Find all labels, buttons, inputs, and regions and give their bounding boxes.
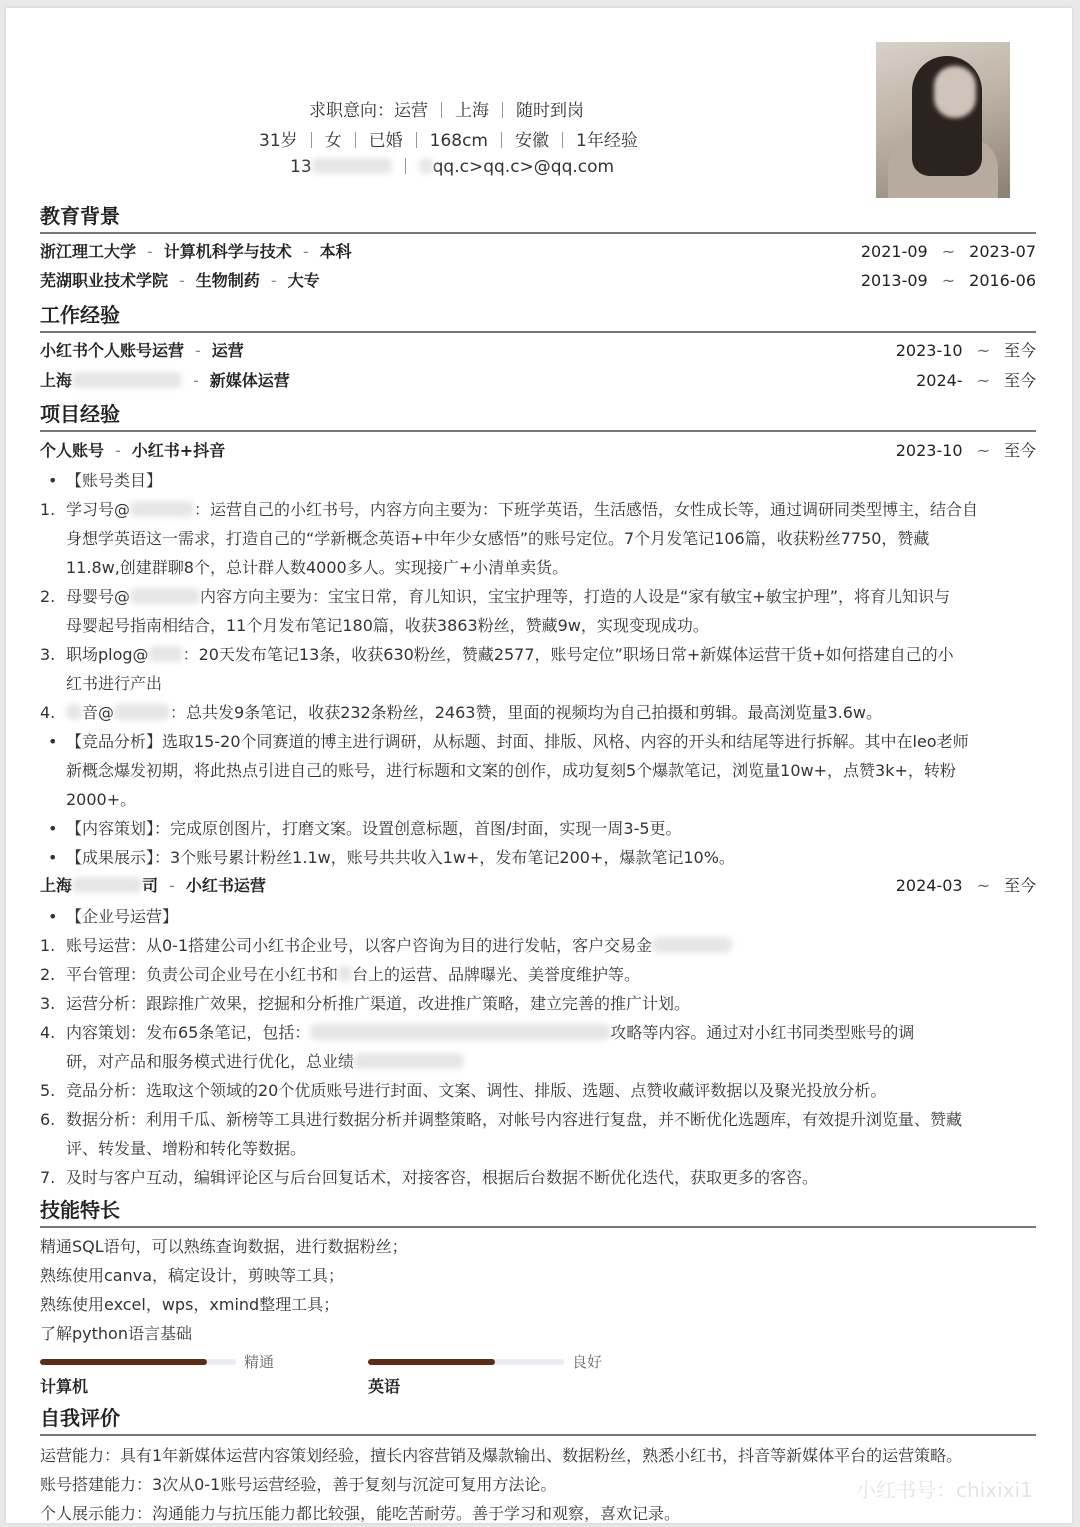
start-date: 2023-10 — [895, 341, 963, 360]
self-eval-line: 个人展示能力：沟通能力与抗压能力都比较强，能吃苦耐劳。善于学习和观察，喜欢记录。 — [40, 1504, 681, 1523]
list-item-continued: 2000+。 — [66, 790, 137, 809]
list-item: • 【企业号运营】 — [48, 907, 179, 926]
end-date: 至今 — [1003, 341, 1036, 360]
skill-line: 了解python语言基础 — [40, 1324, 192, 1343]
start-date: 2024- — [916, 371, 963, 390]
education-row: 浙江理工大学 - 计算机科学与技术 - 本科 2021-09 ~ 2023-07 — [40, 242, 1036, 261]
profile-photo — [876, 42, 1010, 198]
end-date: 至今 — [1003, 371, 1036, 390]
list-item: 1. 学习号@ ：运营自己的小红书号，内容方向主要为：下班学英语，生活感悟，女性成长等，通过调研同类型博主，结合自 — [40, 500, 979, 519]
contact-line — [290, 157, 614, 177]
list-item: 4. 内容策划：发布65条笔记，包括： 攻略等内容。通过对小红书同类型账号的调 — [40, 1023, 915, 1042]
major: 计算机科学与技术 — [163, 242, 292, 261]
list-item: 2. 母婴号@ 内容方向主要为：宝宝日常，育儿知识，宝宝护理等，打造的人设是“家有敏宝+敏宝护理”，将育儿知识与 — [40, 587, 951, 606]
self-eval-heading: 自我评价 — [40, 1406, 120, 1430]
list-item-continued: 研，对产品和服务模式进行优化，总业绩 — [40, 1047, 1036, 1076]
project-row: 上海 司 - 小红书运营 2024-03 ~ 至今 — [40, 876, 1036, 895]
list-item: 7. 及时与客户互动，编辑评论区与后台回复话术，对接客咨，根据后台数据不断优化迭代，获取更多的客咨。 — [40, 1168, 819, 1187]
list-item: 3. 运营分析：跟踪推广效果，挖掘和分析推广渠道，改进推广策略，建立完善的推广计划。 — [40, 994, 691, 1013]
work-role: 新媒体运营 — [209, 371, 290, 390]
intent-label: 求职意向： — [309, 101, 394, 121]
end-date: 至今 — [1003, 441, 1036, 460]
work-role: 运营 — [211, 341, 244, 360]
personal-info-line — [259, 126, 638, 151]
list-item-continued: 红书进行产出 — [66, 674, 163, 693]
degree: 本科 — [319, 242, 352, 261]
self-eval-section — [40, 1404, 1036, 1436]
skill-bar-english — [368, 1359, 564, 1365]
work-row: 上海 - 新媒体运营 2024- ~ 至今 — [40, 371, 1036, 390]
degree: 大专 — [287, 271, 320, 290]
list-item-continued: 新概念爆发初期，将此热点引进自己的账号，进行标题和文案的创作，成功复刻5个爆款笔记，浏览量10w+，点赞3k+，转粉 — [66, 761, 956, 780]
education-row: 芜湖职业技术学院 - 生物制药 - 大专 2013-09 ~ 2016-06 — [40, 271, 1036, 290]
email: qq.c>qq.c>@qq.com — [432, 157, 615, 177]
major: 生物制药 — [195, 271, 260, 290]
work-org: 上海 — [40, 371, 73, 390]
school-name: 芜湖职业技术学院 — [40, 271, 169, 290]
work-row: 小红书个人账号运营 - 运营 2023-10 ~ 至今 — [40, 341, 1036, 360]
skill-level-computer: 精通 — [244, 1353, 275, 1371]
list-item: 4. 音@ ：总共发9条笔记，收获232条粉丝，2463赞，里面的视频均为自己拍摄和剪辑。最高浏览量3.6w。 — [40, 703, 882, 722]
watermark: 小红书号：chixixi1 — [856, 1478, 1033, 1502]
skill-name-english: 英语 — [368, 1377, 401, 1396]
list-item: 3. 职场plog@ ：20天发布笔记13条，收获630粉丝，赞藏2577，账号定位”职场日常+新媒体运营干货+如何搭建自己的小 — [40, 645, 954, 664]
info-hometown: 安徽 — [515, 131, 549, 151]
skills-section — [40, 1196, 1036, 1228]
project-role: 小红书运营 — [185, 876, 266, 895]
work-org: 小红书个人账号运营 — [40, 341, 185, 360]
education-heading: 教育背景 — [40, 204, 120, 228]
projects-heading: 项目经验 — [40, 402, 120, 426]
list-item: • 【内容策划】：完成原创图片，打磨文案。设置创意标题，首图/封面，实现一周3-5更。 — [48, 819, 682, 838]
list-item: • 【账号类目】 — [48, 471, 163, 490]
project-name: 上海 — [40, 876, 73, 895]
list-item: 2. 平台管理：负责公司企业号在小红书和 台上的运营、品牌曝光、美誉度维护等。 — [40, 965, 641, 984]
work-heading: 工作经验 — [40, 303, 120, 327]
list-item: 5. 竞品分析：选取这个领域的20个优质账号进行封面、文案、调性、排版、选题、点赞收藏评数据以及聚光投放分析。 — [40, 1081, 887, 1100]
list-item-continued: 母婴起号指南相结合，11个月发布笔记180篇，收获3863粉丝，赞藏9w，实现变现成功。 — [66, 616, 709, 635]
skill-name-computer: 计算机 — [40, 1377, 89, 1396]
info-height: 168cm — [429, 131, 488, 151]
start-date: 2021-09 — [860, 242, 928, 261]
project-name-suffix: 司 — [142, 876, 159, 895]
education-section — [40, 202, 1036, 234]
end-date: 2023-07 — [969, 242, 1036, 261]
school-name: 浙江理工大学 — [40, 242, 137, 261]
intent-city: 上海 — [455, 101, 489, 121]
skill-line: 熟练使用excel，wps，xmind整理工具； — [40, 1295, 340, 1314]
self-eval-line: 运营能力：具有1年新媒体运营内容策划经验，擅长内容营销及爆款输出、数据粉丝，熟悉小红书，抖音等新媒体平台的运营策略。 — [40, 1446, 963, 1465]
list-item-continued: 11.8w,创建群聊8个，总计群人数4000多人。实现接广+小清单卖货。 — [66, 558, 569, 577]
project-name: 个人账号 — [40, 441, 105, 460]
intent-role: 运营 — [394, 101, 428, 121]
info-age: 31岁 — [259, 131, 298, 151]
intent-availability: 随时到岗 — [516, 101, 584, 121]
resume-page — [6, 8, 1072, 1523]
info-gender: 女 — [324, 131, 342, 151]
skill-line: 熟练使用canva，稿定设计，剪映等工具； — [40, 1266, 345, 1285]
project-row: 个人账号 - 小红书+抖音 2023-10 ~ 至今 — [40, 441, 1036, 460]
list-item: 1. 账号运营：从0-1搭建公司小红书企业号，以客户咨询为目的进行发帖，客户交易金 — [40, 931, 1036, 960]
list-item-continued: 评、转发量、增粉和转化等数据。 — [66, 1139, 307, 1158]
start-date: 2024-03 — [895, 876, 963, 895]
skills-heading: 技能特长 — [40, 1198, 120, 1222]
skill-level-english: 良好 — [572, 1353, 603, 1371]
skill-bar-computer — [40, 1359, 236, 1365]
projects-section — [40, 400, 1036, 432]
start-date: 2023-10 — [895, 441, 963, 460]
start-date: 2013-09 — [860, 271, 928, 290]
end-date: 2016-06 — [969, 271, 1036, 290]
end-date: 至今 — [1003, 876, 1036, 895]
list-item: • 【成果展示】：3个账号累计粉丝1.1w，账号共共收入1w+，发布笔记200+，爆款笔记10%。 — [48, 848, 735, 867]
job-intent-line — [309, 96, 584, 121]
list-item: • 【竞品分析】选取15-20个同赛道的博主进行调研，从标题、封面、排版、风格、内容的开头和结尾等进行拆解。其中在leo老师 — [48, 732, 969, 751]
skill-line: 精通SQL语句，可以熟练查询数据，进行数据粉丝； — [40, 1237, 408, 1256]
project-platform: 小红书+抖音 — [131, 441, 226, 460]
phone: 13 — [290, 157, 312, 177]
list-item-continued: 身想学英语这一需求，打造自己的“学新概念英语+中年少女感悟”的账号定位。7个月发笔记106篇，收获粉丝7750，赞藏 — [66, 529, 930, 548]
work-section — [40, 301, 1036, 333]
info-experience: 1年经验 — [576, 131, 638, 151]
info-marital: 已婚 — [368, 131, 403, 151]
list-item: 6. 数据分析：利用千瓜、新榜等工具进行数据分析并调整策略，对帐号内容进行复盘，并不断优化选题库，有效提升浏览量、赞藏 — [40, 1110, 963, 1129]
self-eval-line: 账号搭建能力：3次从0-1账号运营经验，善于复刻与沉淀可复用方法论。 — [40, 1475, 557, 1494]
